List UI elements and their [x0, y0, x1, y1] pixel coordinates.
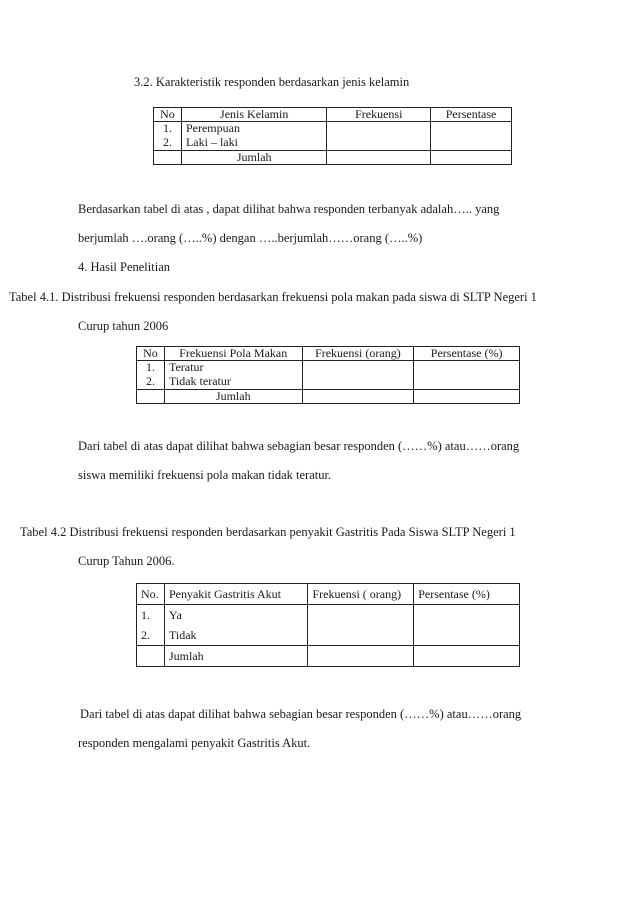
paragraph-line: Dari tabel di atas dapat dilihat bahwa sebagian besar responden (……%) atau……orang — [80, 707, 522, 721]
table-header-row — [154, 108, 512, 122]
row-number: 1. — [162, 121, 172, 135]
row-label: Teratur — [168, 360, 204, 374]
row-number: 2. — [162, 135, 172, 149]
empty-cell — [308, 605, 414, 646]
table-total-row — [154, 151, 512, 165]
table-total-row — [137, 646, 520, 667]
gastritis-table — [136, 583, 520, 667]
gender-table — [153, 107, 512, 165]
col-header-no: No — [137, 347, 165, 361]
total-label: Jumlah — [181, 151, 326, 165]
paragraph-line: Dari tabel di atas dapat dilihat bahwa sebagian besar responden (……%) atau……orang — [78, 439, 520, 453]
table-header-row — [137, 347, 520, 361]
table-41-caption-cont: Curup tahun 2006 — [78, 319, 169, 333]
row-label: Perempuan — [185, 121, 240, 135]
col-header-gender: Jenis Kelamin — [181, 108, 326, 122]
paragraph-line: Berdasarkan tabel di atas , dapat dilihat bahwa responden terbanyak adalah….. yang — [78, 202, 500, 216]
empty-cell — [414, 361, 520, 390]
col-header-no: No — [154, 108, 182, 122]
col-header-diet: Frekuensi Pola Makan — [164, 347, 302, 361]
section-32-heading: 3.2. Karakteristik responden berdasarkan jenis kelamin — [134, 75, 410, 89]
row-number: 2. — [141, 628, 150, 642]
total-label: Jumlah — [164, 646, 308, 667]
table-row — [137, 605, 520, 646]
col-header-percentage: Persentase (%) — [414, 347, 520, 361]
row-label: Tidak teratur — [168, 374, 231, 388]
section-4-heading: 4. Hasil Penelitian — [78, 260, 170, 274]
diet-frequency-table — [136, 346, 520, 404]
row-number: 1. — [145, 360, 155, 374]
row-number: 2. — [145, 374, 155, 388]
paragraph-line: berjumlah ….orang (…..%) dengan …..berjumlah……orang (…..%) — [78, 231, 423, 245]
table-row — [154, 122, 512, 151]
col-header-frequency: Frekuensi ( orang) — [308, 584, 414, 605]
row-label: Tidak — [168, 628, 197, 642]
col-header-percentage: Persentase (%) — [414, 584, 520, 605]
row-label: Ya — [168, 608, 182, 622]
paragraph-line: responden mengalami penyakit Gastritis Akut. — [78, 736, 311, 750]
col-header-percentage: Persentase — [431, 108, 512, 122]
col-header-frequency: Frekuensi — [327, 108, 431, 122]
table-total-row — [137, 390, 520, 404]
total-label: Jumlah — [164, 390, 302, 404]
col-header-gastritis: Penyakit Gastritis Akut — [164, 584, 308, 605]
col-header-frequency: Frekuensi (orang) — [302, 347, 414, 361]
col-header-no: No. — [137, 584, 165, 605]
empty-cell — [327, 122, 431, 151]
table-41-caption: Tabel 4.1. Distribusi frekuensi responden berdasarkan frekuensi pola makan pada siswa di SLTP Negeri 1 — [9, 290, 537, 304]
empty-cell — [414, 605, 520, 646]
table-header-row — [137, 584, 520, 605]
row-number: 1. — [141, 608, 150, 622]
row-label: Laki – laki — [185, 135, 238, 149]
empty-cell — [302, 361, 414, 390]
table-row — [137, 361, 520, 390]
table-42-caption: Tabel 4.2 Distribusi frekuensi responden berdasarkan penyakit Gastritis Pada Siswa SLTP Negeri 1 — [20, 525, 516, 539]
empty-cell — [431, 122, 512, 151]
paragraph-line: siswa memiliki frekuensi pola makan tidak teratur. — [78, 468, 332, 482]
table-42-caption-cont: Curup Tahun 2006. — [78, 554, 175, 568]
